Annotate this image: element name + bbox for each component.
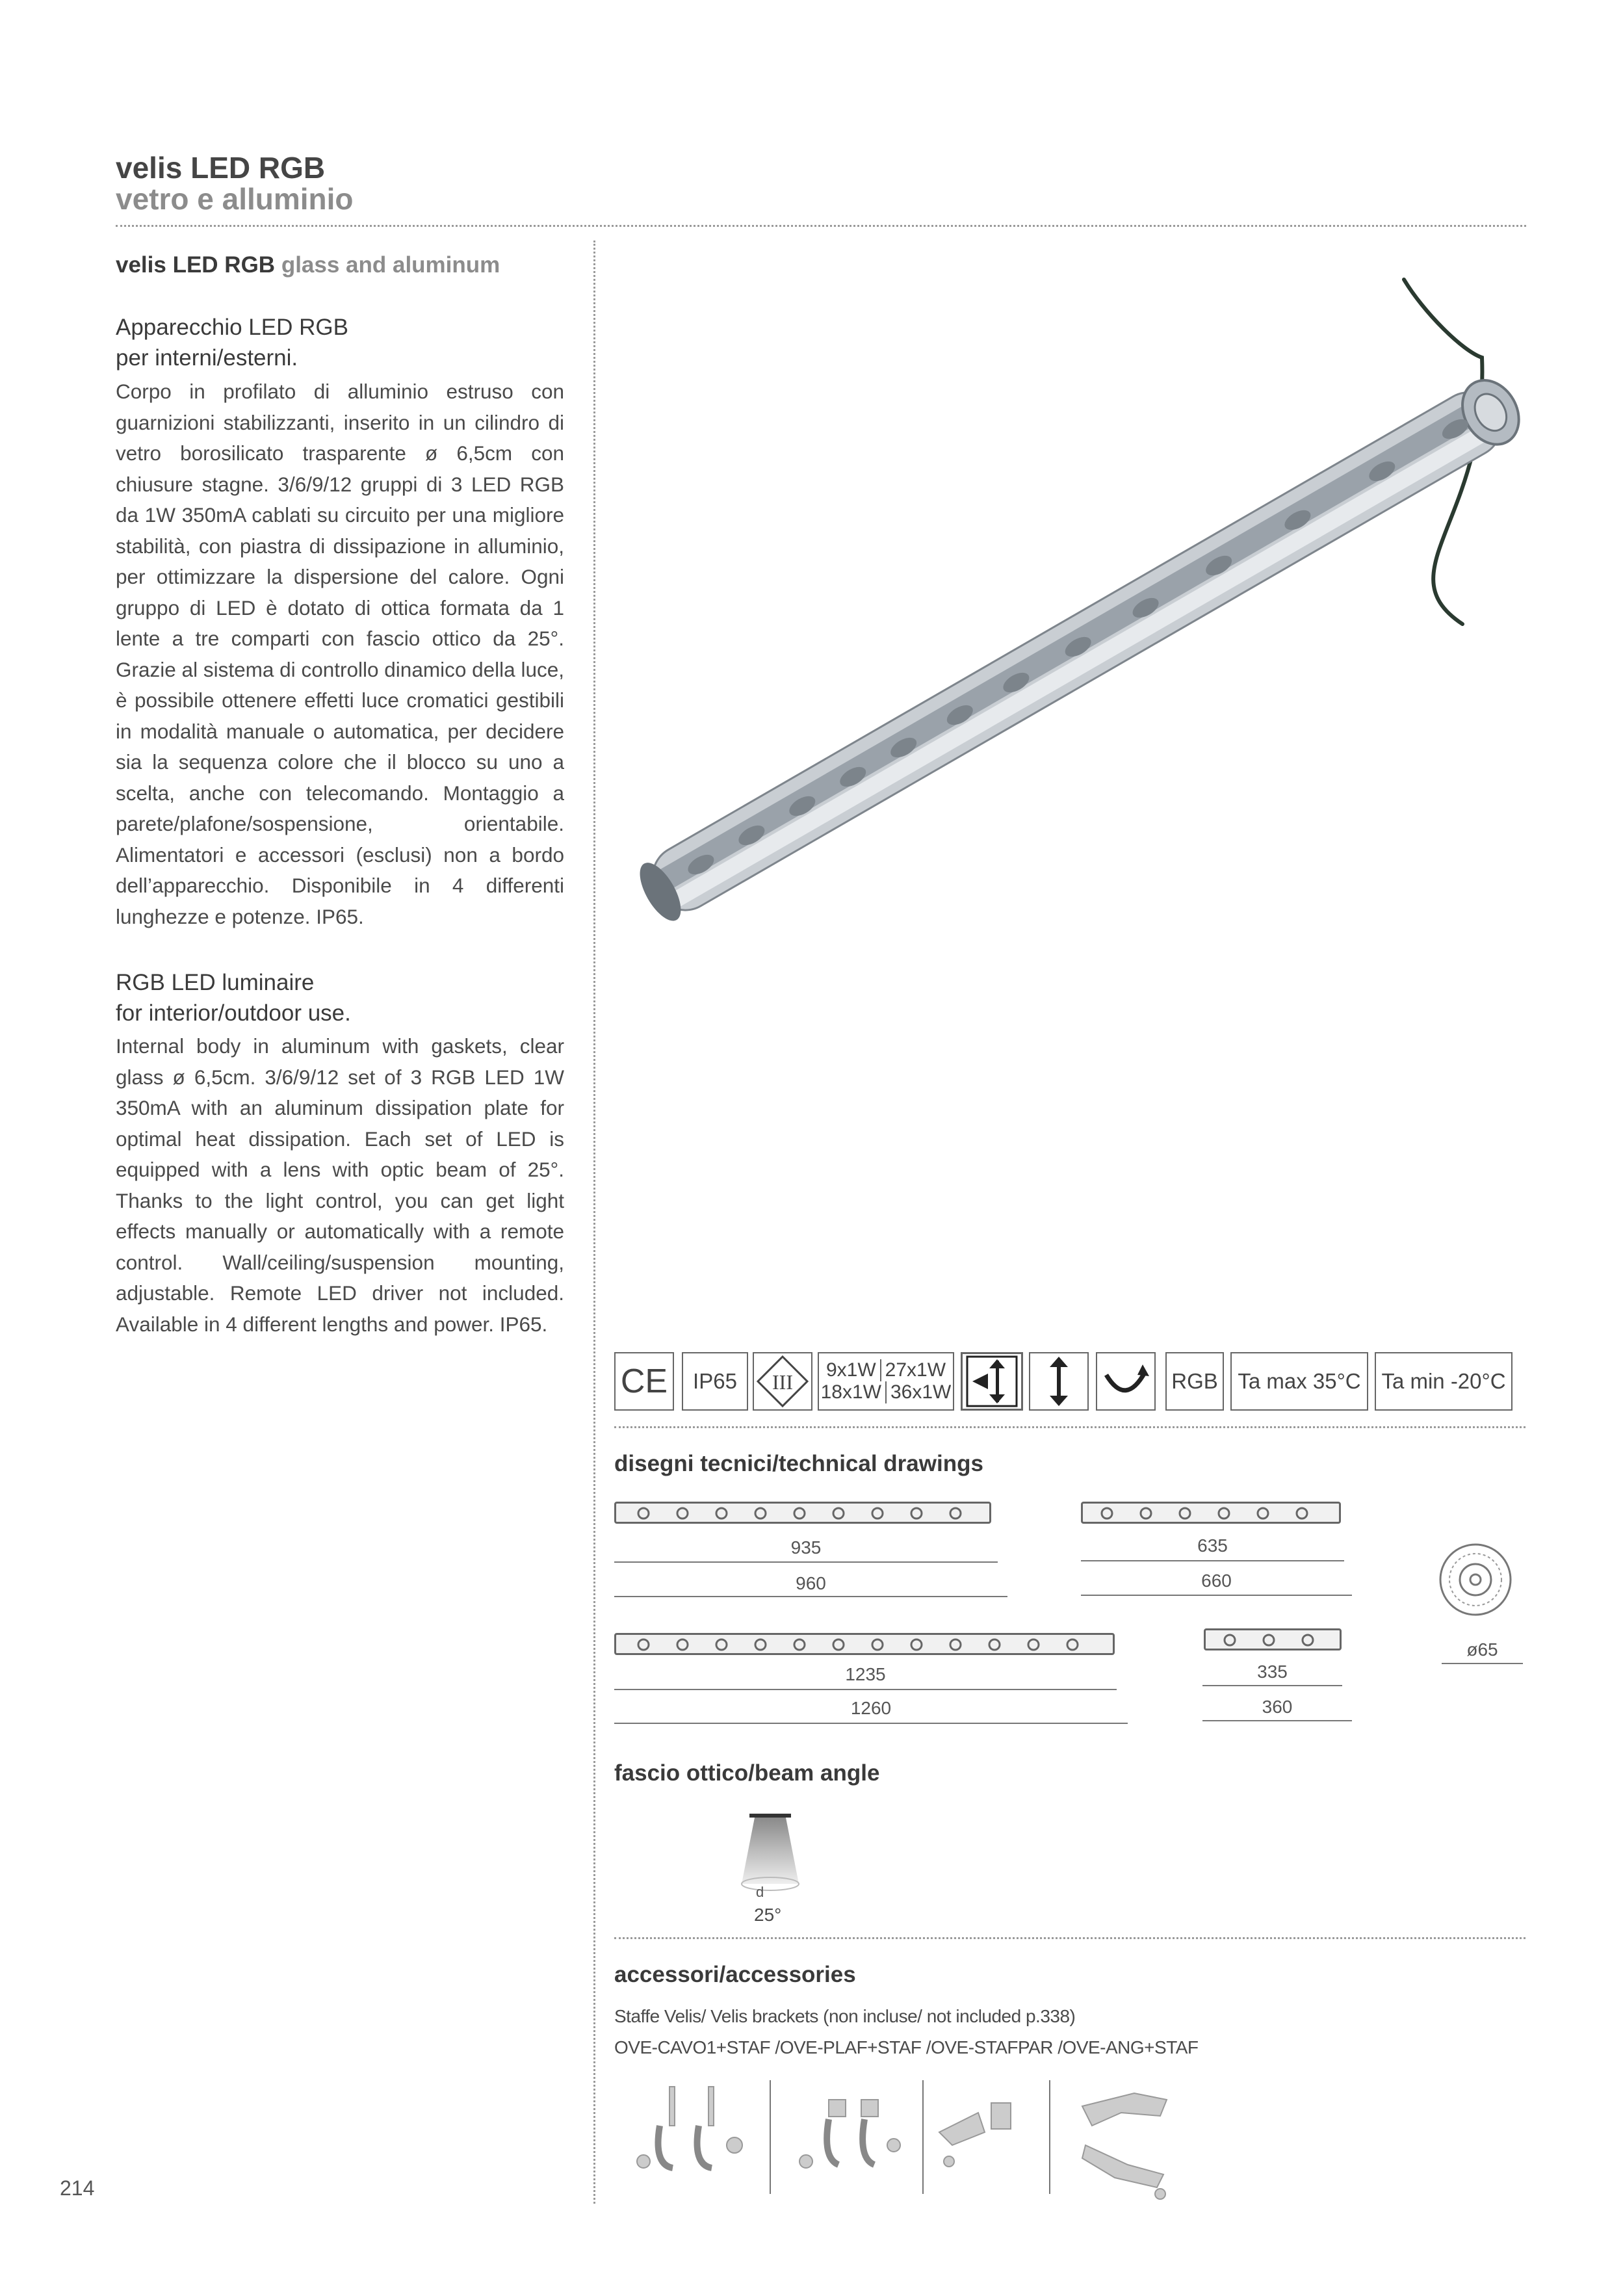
fixture-635-leds — [1093, 1506, 1333, 1521]
dim-line-1260 — [614, 1723, 1128, 1724]
ip-rating-badge — [682, 1352, 748, 1411]
dim-label-335: 335 — [1257, 1662, 1288, 1682]
page-subtitle: vetro e alluminio — [116, 182, 354, 216]
dim-line-935 — [614, 1561, 998, 1563]
fixture-635 — [1081, 1502, 1341, 1524]
dim-label-635: 635 — [1197, 1535, 1228, 1556]
product-name — [116, 252, 500, 278]
header-divider — [116, 225, 1526, 227]
icons-divider — [614, 1426, 1526, 1428]
fixture-935-leds — [629, 1506, 980, 1521]
rgb-badge — [1165, 1352, 1224, 1411]
dim-line-1235 — [614, 1689, 1117, 1690]
product-name-bold: velis LED RGB — [116, 252, 276, 278]
fixture-1235-leds — [629, 1637, 1104, 1652]
orientable-icon — [961, 1352, 1023, 1411]
dim-line-960 — [614, 1596, 1007, 1597]
power-a: 9x1W — [826, 1359, 881, 1381]
accessories-brackets: Staffe Velis/ Velis brackets (non incluse/ not included p.338) — [614, 2006, 1076, 2026]
beam-angle-title: fascio ottico/beam angle — [614, 1760, 880, 1786]
column-divider — [593, 241, 595, 2204]
dim-label-diameter: ø65 — [1466, 1639, 1498, 1660]
english-heading-2: for interior/outdoor use. — [116, 1000, 351, 1026]
italian-heading-1: Apparecchio LED RGB — [116, 315, 348, 340]
dim-label-360: 360 — [1262, 1697, 1293, 1717]
vertical-adjust-icon — [1029, 1352, 1089, 1411]
ta-min-text: Ta min -20°C — [1381, 1369, 1506, 1393]
class-iii-icon — [753, 1352, 812, 1411]
italian-description: Corpo in profilato di alluminio estruso con guarnizioni stabilizzanti, inserito in un cilindro di vetro borosilicato trasparente ø 6,5cm con chiusure stagne. 3/6/9/12 gruppi di 3 LED RGB da 1W 350mA cablati su circuito per una migliore stabilità, con piastra di dissipazione in alluminio, per ottimizzare la dispersione del calore. Ogni gruppo di LED è dotato di ottica formata da 1 lente a tre comparti con fascio ottico da 25°. Grazie al sistema di controllo dinamico della luce, è possibile ottenere effetti luce cromatici gestibili in modalità manuale o automatica, per decidere sia la sequenza colore che il blocco su uno a scelta, anche con telecomando. Montaggio a parete/plafone/sospensione, orientabile. Alimentatori e accessori (esclusi) non a bordo dell’apparecchio. Disponibile in 4 differenti lunghezze e potenze. IP65. — [116, 380, 564, 928]
ta-max-text: Ta max 35°C — [1238, 1369, 1361, 1393]
english-description: Internal body in aluminum with gaskets, clear glass ø 6,5cm. 3/6/9/12 set of 3 RGB LED 1W 350mA with an aluminum dissipation plate for optimal heat dissipation. Each set of LED is equipped with a lens with optic beam of 25°. Thanks to the light control, you can get light effects manually or automatically with a remote control. Wall/ceiling/suspension mounting, adjustable. Remote LED driver not included. Available in 4 different lengths and power. IP65. — [116, 1034, 564, 1336]
dim-line-635 — [1081, 1560, 1344, 1561]
power-c: 18x1W — [821, 1381, 887, 1403]
product-name-light: glass and aluminum — [281, 252, 500, 278]
dim-line-335 — [1202, 1685, 1342, 1686]
fixture-335-leds — [1215, 1632, 1332, 1648]
ip-rating-text: IP65 — [693, 1369, 737, 1393]
accessories-codes: OVE-CAVO1+STAF /OVE-PLAF+STAF /OVE-STAFPAR /OVE-ANG+STAF — [614, 2037, 1199, 2057]
beam-angle-value: 25° — [754, 1905, 782, 1925]
dim-label-935: 935 — [790, 1537, 822, 1558]
class-iii-text: III — [772, 1370, 793, 1394]
dim-label-1235: 1235 — [845, 1664, 886, 1684]
dim-line-diameter — [1442, 1663, 1523, 1664]
dim-label-660: 660 — [1201, 1571, 1232, 1591]
accessories-images — [614, 2074, 1199, 2204]
fixture-935 — [614, 1502, 991, 1524]
technical-drawings-title: disegni tecnici/technical drawings — [614, 1451, 983, 1476]
page-number: 214 — [60, 2176, 95, 2200]
accessories-title: accessori/accessories — [614, 1962, 856, 1987]
product-photo — [617, 260, 1540, 1008]
beam-divider — [614, 1937, 1526, 1939]
page-title: velis LED RGB — [116, 151, 326, 185]
ta-max-badge — [1230, 1352, 1368, 1411]
rgb-text: RGB — [1171, 1369, 1218, 1393]
ce-mark-text: CE — [620, 1363, 668, 1400]
rotation-icon — [1096, 1352, 1156, 1411]
dim-label-1260: 1260 — [850, 1698, 892, 1718]
power-d: 36x1W — [890, 1381, 952, 1403]
ta-min-badge — [1375, 1352, 1513, 1411]
italian-heading-2: per interni/esterni. — [116, 345, 298, 371]
dim-label-960: 960 — [796, 1573, 826, 1593]
beam-d-label: d — [756, 1884, 764, 1900]
dim-line-360 — [1202, 1720, 1352, 1721]
fixture-335 — [1204, 1628, 1342, 1650]
end-cap-diagram — [1436, 1541, 1514, 1619]
dim-line-660 — [1081, 1595, 1352, 1596]
fixture-1235 — [614, 1633, 1115, 1655]
english-heading-1: RGB LED luminaire — [116, 970, 315, 995]
ce-mark-icon — [614, 1352, 674, 1411]
power-b: 27x1W — [885, 1359, 946, 1381]
beam-angle-diagram — [725, 1807, 816, 1911]
power-table — [818, 1352, 954, 1411]
